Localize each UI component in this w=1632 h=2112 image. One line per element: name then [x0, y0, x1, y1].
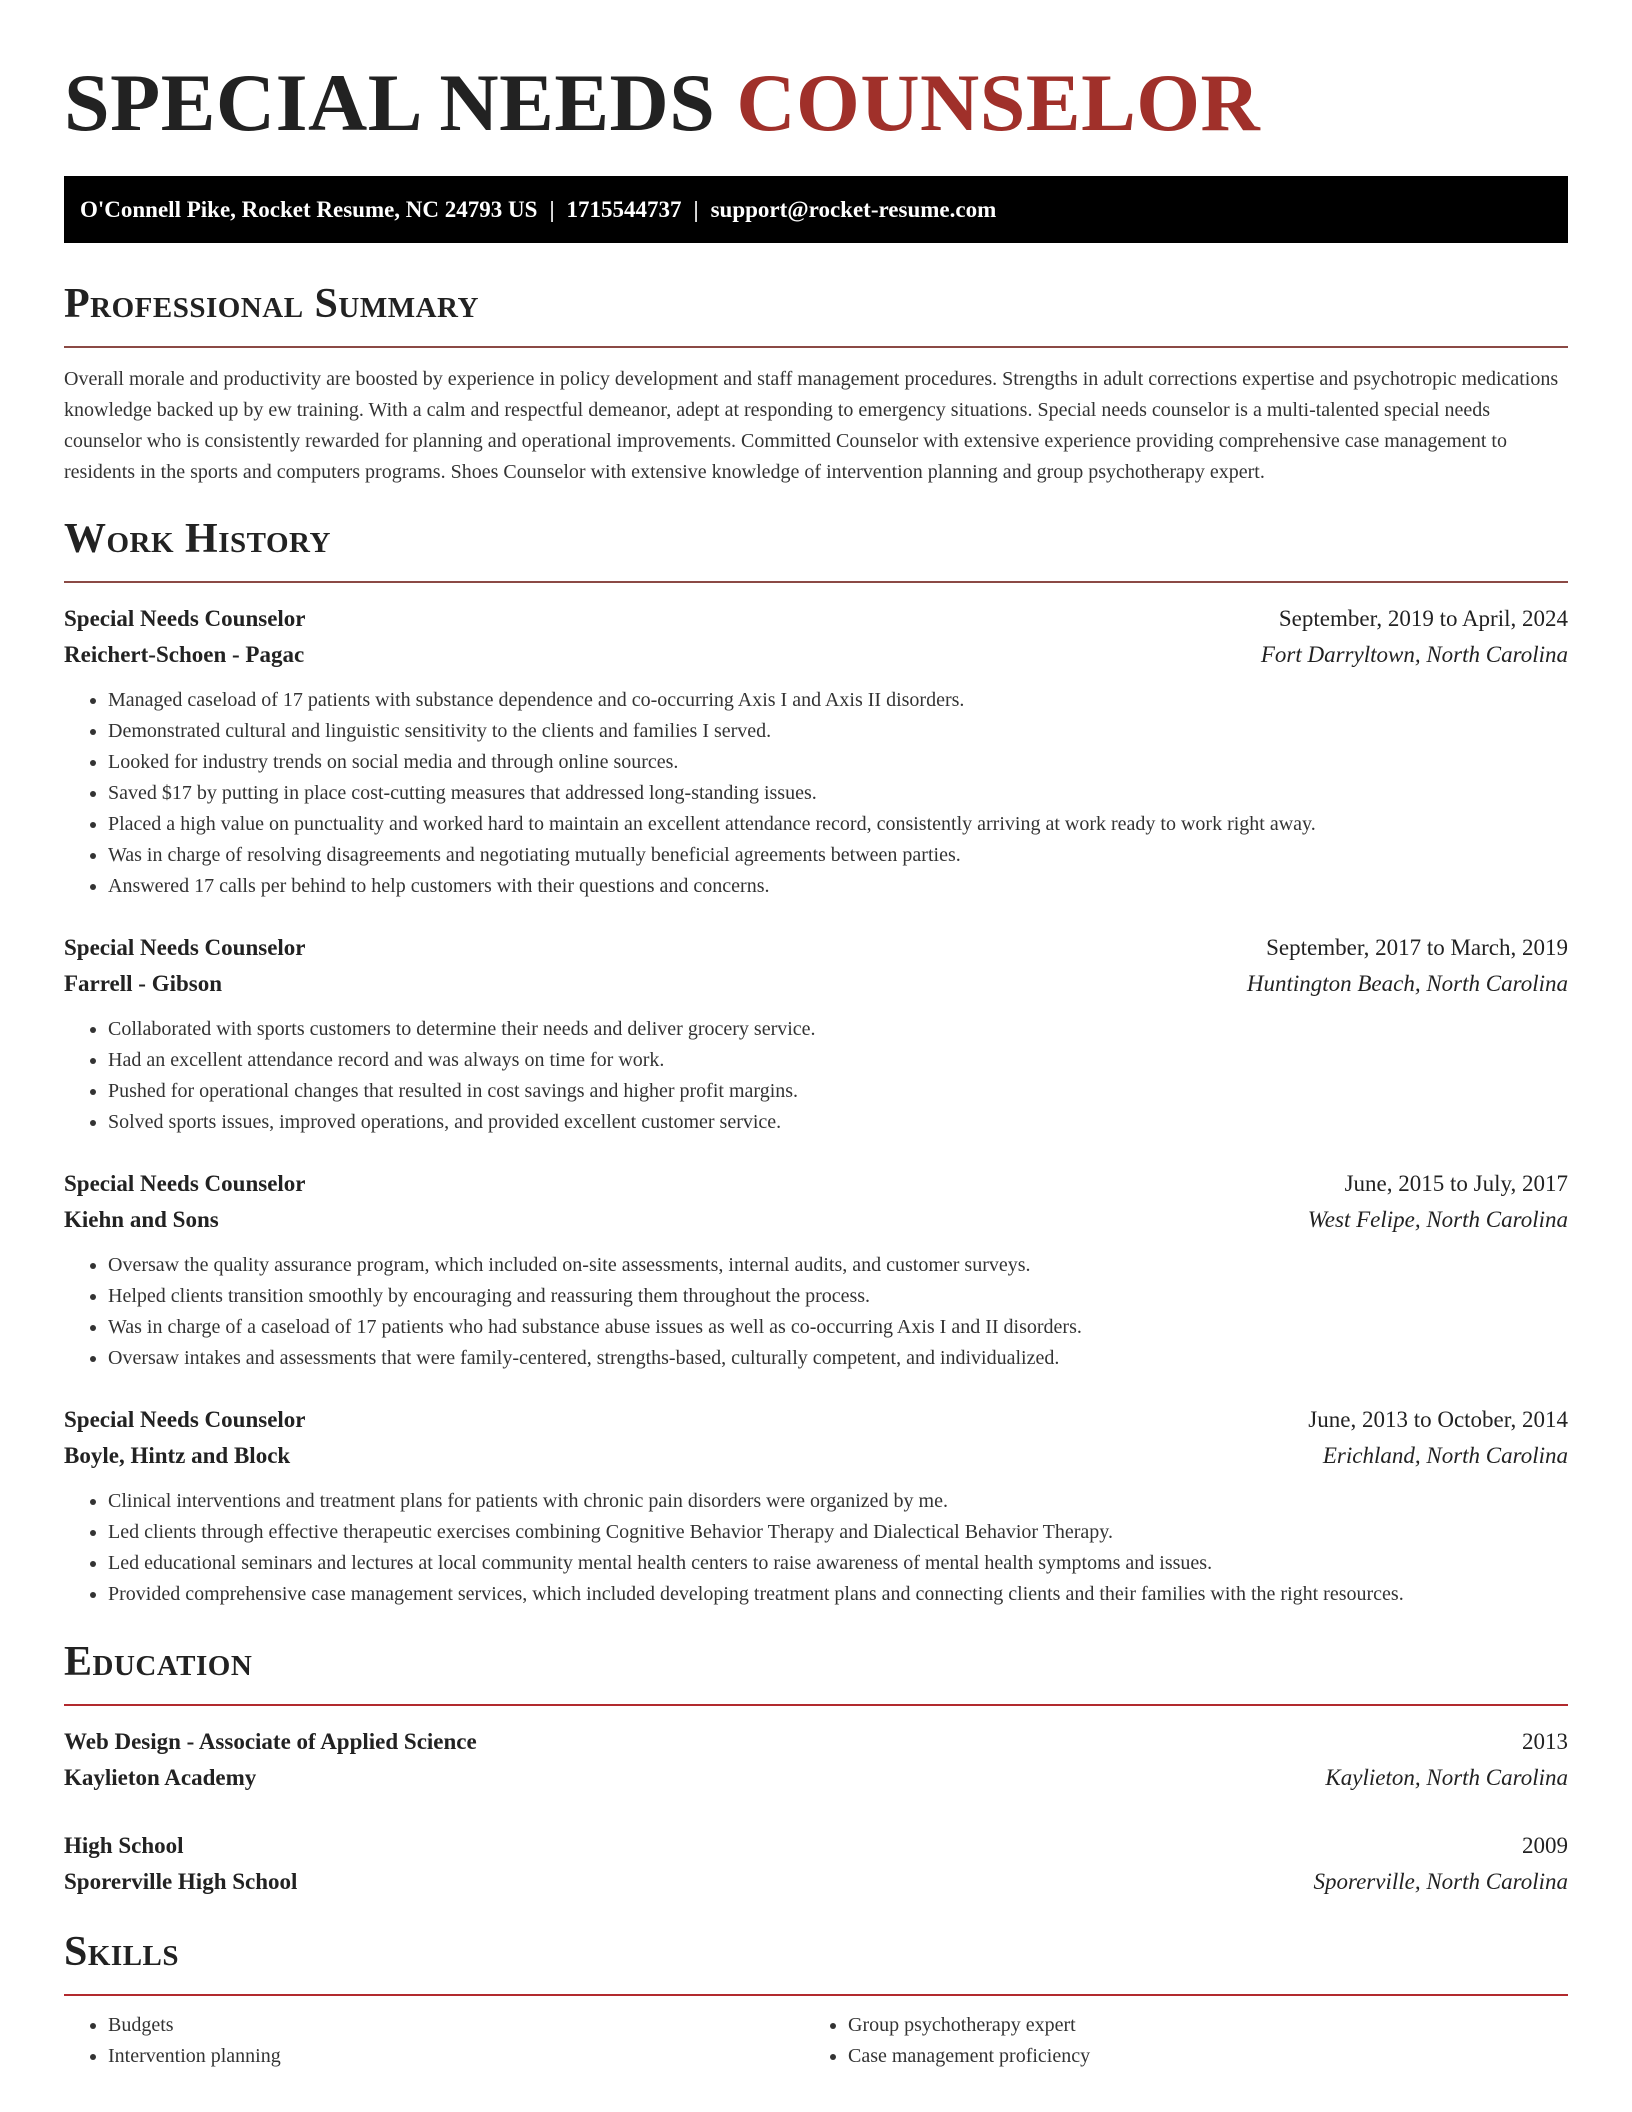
section-divider — [64, 1994, 1568, 1996]
education-entry — [64, 1724, 1568, 1796]
list-item: • Collaborated with sports customers to determine their needs and deliver grocery service. — [108, 1014, 1568, 1045]
contact-separator: | — [549, 197, 555, 222]
skills-section — [64, 1924, 1568, 2072]
list-item: • Led clients through effective therapeutic exercises combining Cognitive Behavior Therapy and Dialectical Behavior Therapy. — [108, 1517, 1568, 1548]
job-company-row — [64, 966, 1568, 1002]
list-item: • Solved sports issues, improved operations, and provided excellent customer service. — [108, 1107, 1568, 1138]
job-dates: June, 2013 to October, 2014 — [1308, 1407, 1568, 1432]
contact-email[interactable]: support@rocket-resume.com — [710, 197, 997, 222]
job-dates: September, 2019 to April, 2024 — [1278, 606, 1568, 631]
list-item: • Was in charge of a caseload of 17 patients who had substance abuse issues as well as co-occurring Axis I and II disorders. — [108, 1312, 1568, 1343]
skills-column-right — [804, 2010, 1544, 2072]
job-dates: June, 2015 to July, 2017 — [1344, 1171, 1568, 1196]
contact-bar — [64, 176, 1568, 243]
section-divider — [64, 581, 1568, 583]
section-title-skills: Skills — [64, 1929, 180, 1975]
job-entry — [64, 1402, 1568, 1610]
section-title-education: Education — [64, 1639, 253, 1685]
job-header-row — [64, 1402, 1568, 1438]
list-item: • Demonstrated cultural and linguistic sensitivity to the clients and families I served. — [108, 716, 1568, 747]
summary-text: Overall morale and productivity are boosted by experience in policy development and staff management procedures. Strengths in adult corrections expertise and psychotropic medications knowledge backed up by ew training. With a calm and respectful demeanor, adept at responding to emergency situations. Special needs counselor is a multi-talented special needs counselor who is consistently rewarded for planning and operational improvements. Committed Counselor with extensive experience providing comprehensive case management to residents in the sports and computers programs. Shoes Counselor with extensive knowledge of intervention planning and group psychotherapy expert. — [64, 368, 1559, 483]
section-title-work-history: Work History — [64, 516, 331, 562]
list-item: • Provided comprehensive case management services, which included developing treatment plans and connecting clients and their families with the right resources. — [108, 1579, 1568, 1610]
education-school: Sporerville High School — [64, 1869, 298, 1894]
job-dates: September, 2017 to March, 2019 — [1266, 935, 1568, 960]
list-item: • Helped clients transition smoothly by encouraging and reassuring them throughout the process. — [108, 1281, 1568, 1312]
skills-grid — [64, 2010, 1568, 2072]
list-item: • Led educational seminars and lectures at local community mental health centers to raise awareness of mental health symptoms and issues. — [108, 1548, 1568, 1579]
section-divider — [64, 346, 1568, 348]
list-item: • Clinical interventions and treatment plans for patients with chronic pain disorders were organized by me. — [108, 1486, 1568, 1517]
contact-address: O'Connell Pike, Rocket Resume, NC 24793 US — [80, 197, 538, 222]
job-entry — [64, 1166, 1568, 1374]
education-location: Kaylieton, North Carolina — [1325, 1765, 1568, 1790]
job-location: West Felipe, North Carolina — [1307, 1207, 1568, 1232]
contact-phone[interactable]: 1715544737 — [566, 197, 682, 222]
education-degree-row — [64, 1828, 1568, 1864]
skills-column-left — [64, 2010, 804, 2072]
job-location: Erichland, North Carolina — [1322, 1443, 1568, 1468]
name-last: COUNSELOR — [736, 57, 1261, 148]
education-degree: High School — [64, 1833, 184, 1858]
job-location: Fort Darryltown, North Carolina — [1260, 642, 1568, 667]
job-company: Boyle, Hintz and Block — [64, 1443, 291, 1468]
education-location: Sporerville, North Carolina — [1313, 1869, 1568, 1894]
education-degree: Web Design - Associate of Applied Science — [64, 1729, 477, 1754]
job-company-row — [64, 637, 1568, 673]
job-company: Farrell - Gibson — [64, 971, 223, 996]
job-bullets — [64, 685, 1568, 902]
name-first: SPECIAL NEEDS — [64, 57, 716, 148]
job-role: Special Needs Counselor — [64, 606, 306, 631]
education-school: Kaylieton Academy — [64, 1765, 257, 1790]
job-header-row — [64, 601, 1568, 637]
skill-item: • Intervention planning — [108, 2041, 804, 2072]
list-item: • Saved $17 by putting in place cost-cutting measures that addressed long-standing issues. — [108, 778, 1568, 809]
skill-item: • Group psychotherapy expert — [848, 2010, 1544, 2041]
job-header-row — [64, 930, 1568, 966]
section-divider — [64, 1704, 1568, 1706]
education-school-row — [64, 1864, 1568, 1900]
education-entry — [64, 1828, 1568, 1900]
job-company: Reichert-Schoen - Pagac — [64, 642, 305, 667]
job-role: Special Needs Counselor — [64, 935, 306, 960]
job-role: Special Needs Counselor — [64, 1407, 306, 1432]
job-company-row — [64, 1438, 1568, 1474]
list-item: • Had an excellent attendance record and was always on time for work. — [108, 1045, 1568, 1076]
resume-name — [64, 0, 1568, 148]
summary-section — [64, 276, 1568, 488]
job-bullets — [64, 1486, 1568, 1610]
section-title-summary: Professional Summary — [64, 281, 479, 327]
job-company: Kiehn and Sons — [64, 1207, 219, 1232]
job-company-row — [64, 1202, 1568, 1238]
education-year: 2009 — [1522, 1833, 1568, 1858]
list-item: • Pushed for operational changes that resulted in cost savings and higher profit margins. — [108, 1076, 1568, 1107]
job-entry — [64, 601, 1568, 902]
resume-page — [64, 0, 1568, 2072]
list-item: • Placed a high value on punctuality and worked hard to maintain an excellent attendance record, consistently arriving at work ready to work right away. — [108, 809, 1568, 840]
job-location: Huntington Beach, North Carolina — [1246, 971, 1568, 996]
list-item: • Oversaw intakes and assessments that were family-centered, strengths-based, culturally competent, and individualized. — [108, 1343, 1568, 1374]
job-entry — [64, 930, 1568, 1138]
education-degree-row — [64, 1724, 1568, 1760]
list-item: • Managed caseload of 17 patients with substance dependence and co-occurring Axis I and Axis II disorders. — [108, 685, 1568, 716]
job-role: Special Needs Counselor — [64, 1171, 306, 1196]
contact-separator: | — [693, 197, 699, 222]
skill-item: • Case management proficiency — [848, 2041, 1544, 2072]
job-bullets — [64, 1014, 1568, 1138]
list-item: • Was in charge of resolving disagreements and negotiating mutually beneficial agreements between parties. — [108, 840, 1568, 871]
job-bullets — [64, 1250, 1568, 1374]
skill-item: • Budgets — [108, 2010, 804, 2041]
education-year: 2013 — [1522, 1729, 1568, 1754]
list-item: • Looked for industry trends on social media and through online sources. — [108, 747, 1568, 778]
education-section — [64, 1634, 1568, 1900]
list-item: • Answered 17 calls per behind to help customers with their questions and concerns. — [108, 871, 1568, 902]
work-history-section — [64, 511, 1568, 1610]
education-school-row — [64, 1760, 1568, 1796]
list-item: • Oversaw the quality assurance program, which included on-site assessments, internal audits, and customer surveys. — [108, 1250, 1568, 1281]
job-header-row — [64, 1166, 1568, 1202]
